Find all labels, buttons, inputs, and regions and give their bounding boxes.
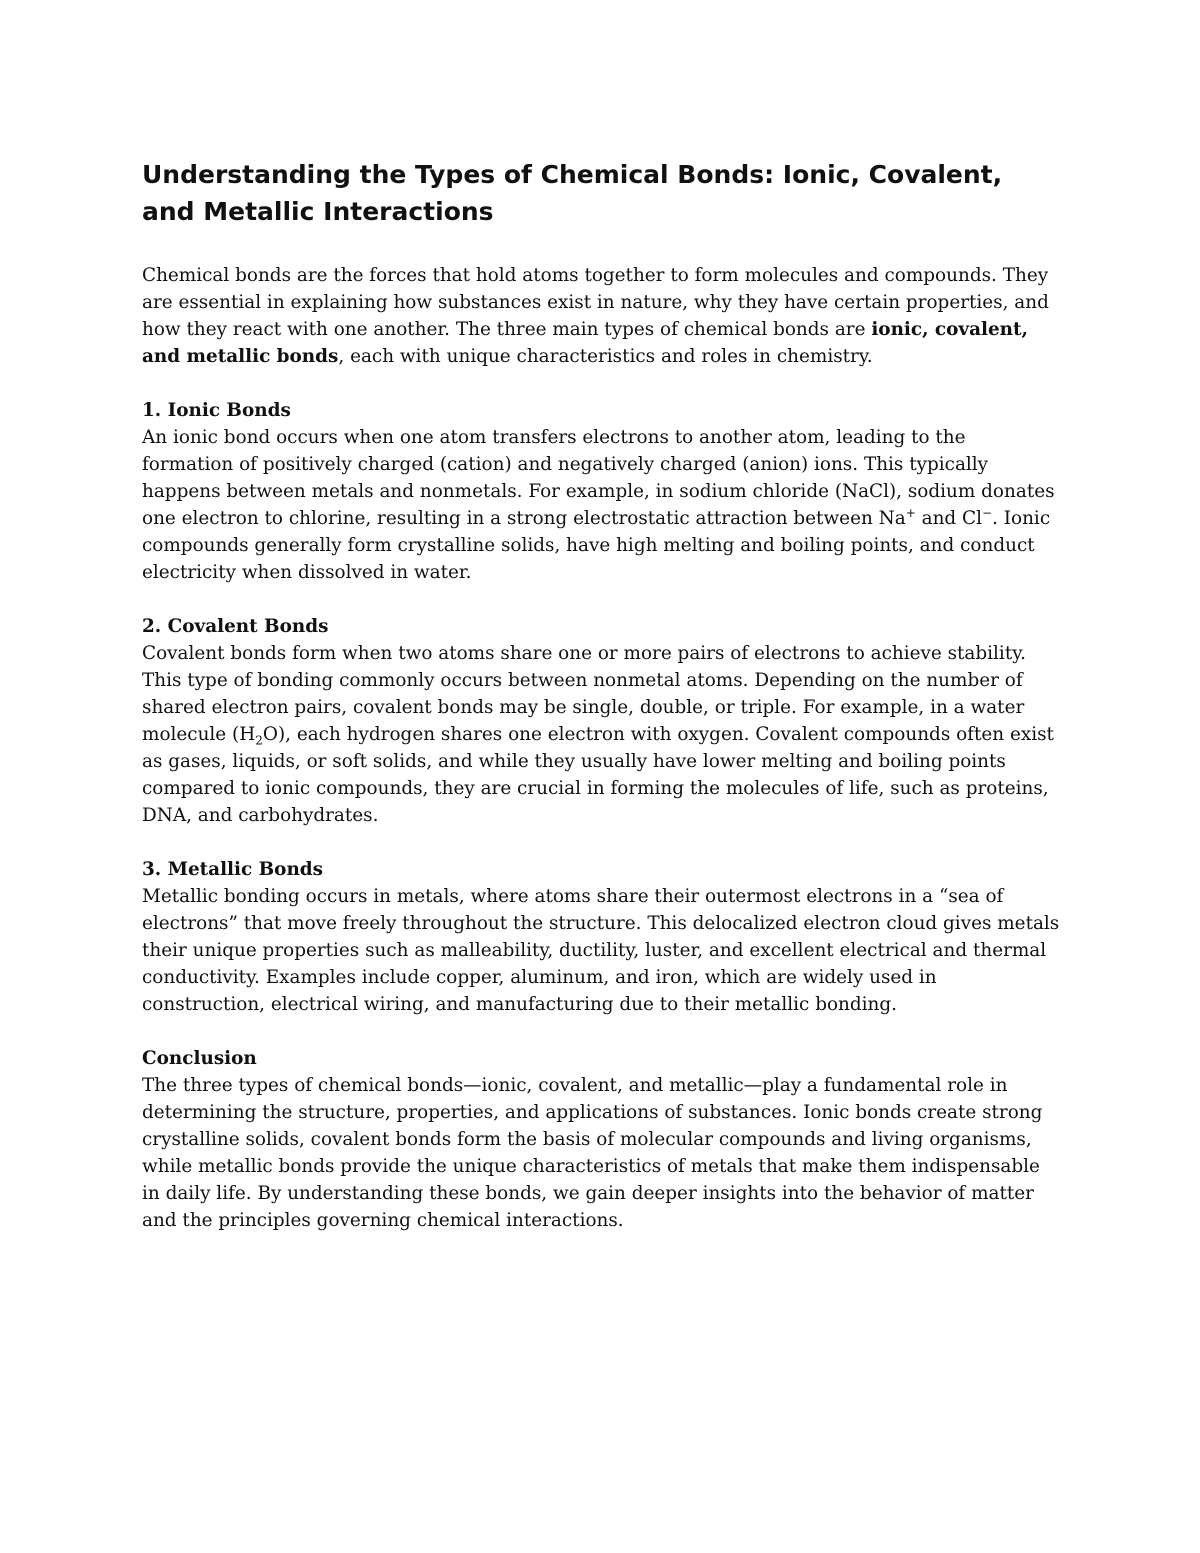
- sodium-ion-charge: +: [905, 505, 916, 520]
- document-body: [142, 156, 1062, 1261]
- covalent-section: [142, 613, 1062, 829]
- intro-paragraph: [142, 262, 1062, 370]
- ionic-section: [142, 397, 1062, 586]
- intro-text-end: , each with unique characteristics and roles in chemistry.: [338, 346, 873, 367]
- page-title: Understanding the Types of Chemical Bonds: Ionic, Covalent, and Metallic Interactions: [142, 160, 1003, 226]
- intro-text: Chemical bonds are the forces that hold atoms together to form molecules and compounds. They are essential in explaining how substances exist in nature, why they have certain properties, and how they react with one another. The three main types of chemical bonds are: [142, 265, 1049, 340]
- metallic-text: Metallic bonding occurs in metals, where atoms share their outermost electrons in a “sea of electrons” that move freely throughout the structure. This delocalized electron cloud gives metals their unique properties such as malleability, ductility, luster, and excellent electrical and thermal conductivity. Examples include copper, aluminum, and iron, which are widely used in construction, electrical wiring, and manufacturing due to their metallic bonding.: [142, 886, 1060, 1015]
- conclusion-text: The three types of chemical bonds—ionic, covalent, and metallic—play a fundamental role in determining the structure, properties, and applications of substances. Ionic bonds create strong crystalline solids, covalent bonds form the basis of molecular compounds and living organisms, while metallic bonds provide the unique characteristics of metals that make them indispensable in daily life. By understanding these bonds, we gain deeper insights into the behavior of matter and the principles governing chemical interactions.: [142, 1075, 1043, 1231]
- water-subscript: 2: [255, 733, 263, 748]
- metallic-section: [142, 856, 1062, 1018]
- covalent-heading: 2. Covalent Bonds: [142, 616, 329, 637]
- ionic-text-2: and Cl: [915, 508, 982, 529]
- covalent-text: Covalent bonds form when two atoms share one or more pairs of electrons to achieve stability. This type of bonding commonly occurs between nonmetal atoms. Depending on the number of shared electron pairs, covalent bonds may be single, double, or triple. For example, in a water molecule (H: [142, 643, 1026, 745]
- chloride-ion-charge: −: [982, 505, 993, 520]
- conclusion-section: [142, 1045, 1062, 1234]
- ionic-text-3: . Ionic compounds generally form crystalline solids, have high melting and boiling points, and conduct electricity when dissolved in water.: [142, 508, 1051, 583]
- metallic-heading: 3. Metallic Bonds: [142, 859, 324, 880]
- covalent-text-2: O), each hydrogen shares one electron with oxygen. Covalent compounds often exist as gases, liquids, or soft solids, and while they usually have lower melting and boiling points compared to ionic compounds, they are crucial in forming the molecules of life, such as proteins, DNA, and carbohydrates.: [142, 724, 1054, 826]
- intro-bold-text: ionic, covalent, and metallic bonds: [142, 319, 1028, 367]
- ionic-text: An ionic bond occurs when one atom transfers electrons to another atom, leading to the formation of positively charged (cation) and negatively charged (anion) ions. This typically happens between metals and nonmetals. For example, in sodium chloride (NaCl), sodium donates one electron to chlorine, resulting in a strong electrostatic attraction between Na: [142, 427, 1055, 529]
- conclusion-heading: Conclusion: [142, 1048, 257, 1069]
- ionic-heading: 1. Ionic Bonds: [142, 400, 291, 421]
